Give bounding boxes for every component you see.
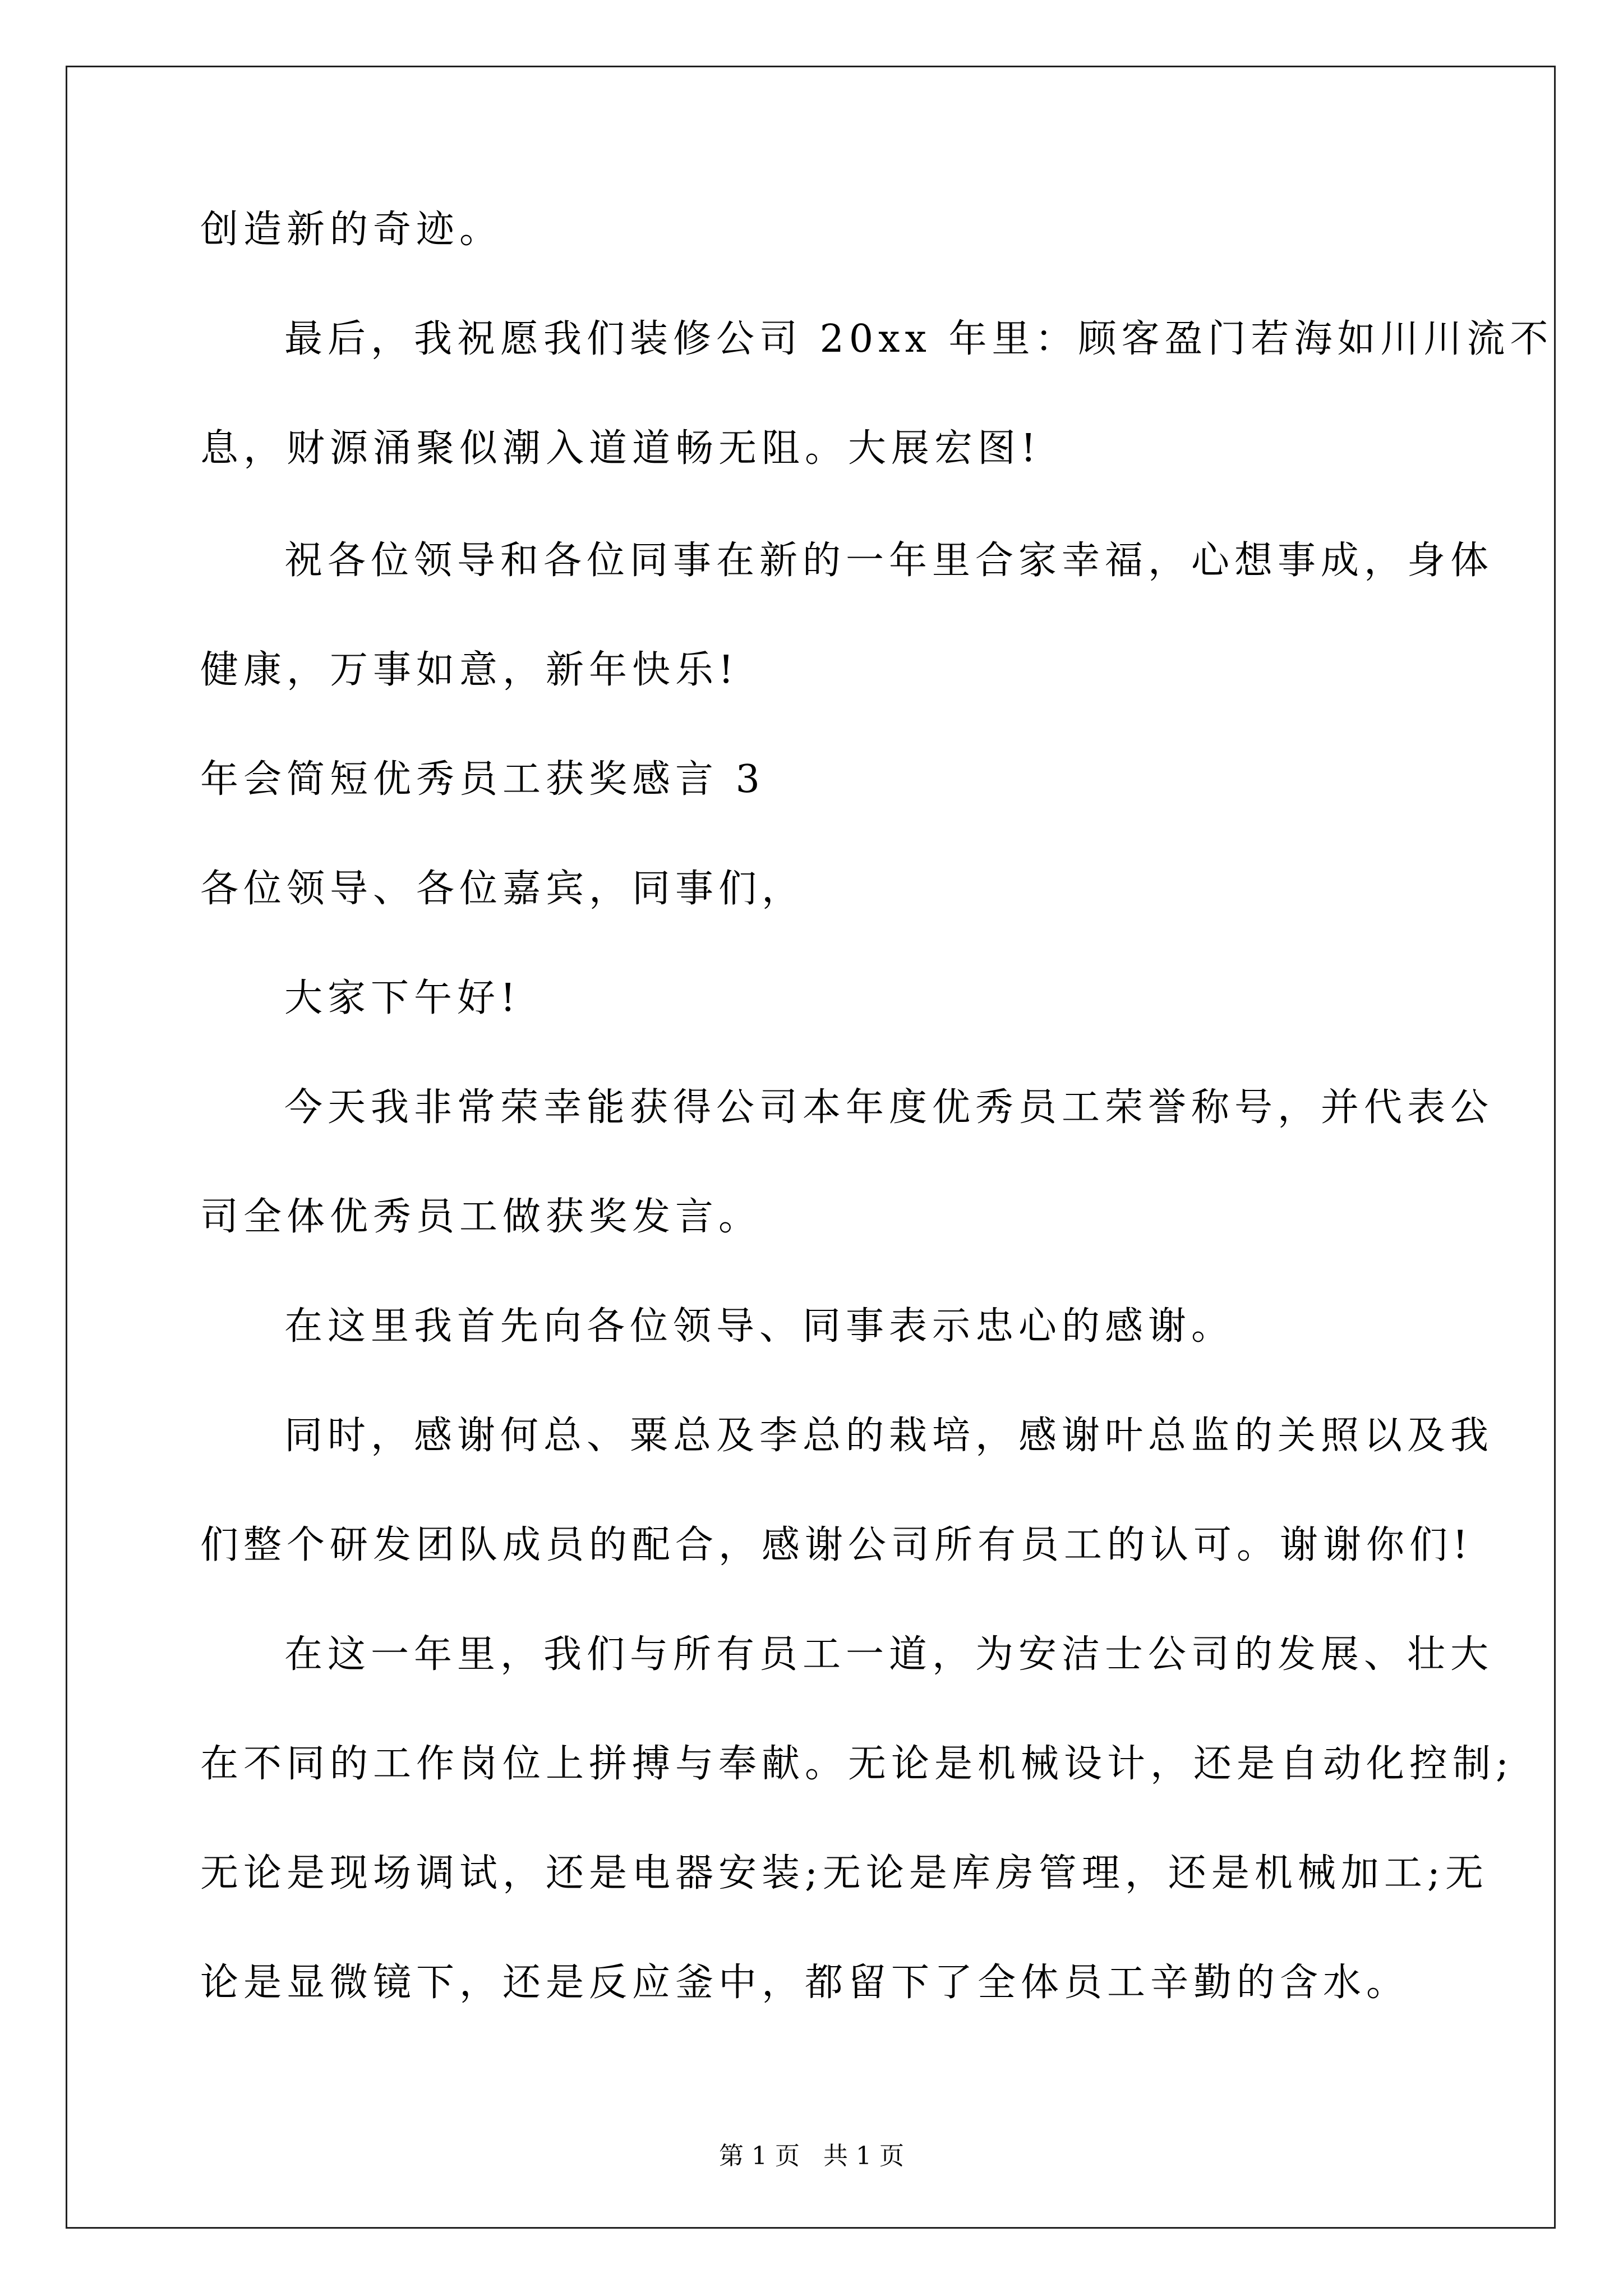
text-line: 创造新的奇迹。 [200,208,503,252]
paragraph-line: 同时，感谢何总、粟总及李总的栽培，感谢叶总监的关照以及我 [284,1414,1494,1458]
text-line: 健康，万事如意，新年快乐! [200,648,739,692]
paragraph-line: 在这里我首先向各位领导、同事表示忠心的感谢。 [284,1304,1235,1349]
paragraph-line: 在这一年里，我们与所有员工一道，为安洁士公司的发展、壮大 [284,1632,1494,1677]
text-line: 司全体优秀员工做获奖发言。 [200,1195,762,1239]
text-line: 无论是现场调试，还是电器安装;无论是库房管理，还是机械加工;无 [200,1851,1488,1895]
section-heading: 年会简短优秀员工获奖感言 3 [200,757,765,802]
page-border [66,66,1556,2229]
text-line: 在不同的工作岗位上拼搏与奉献。无论是机械设计，还是自动化控制; [200,1742,1514,1786]
text-line: 们整个研发团队成员的配合，感谢公司所有员工的认可。谢谢你们! [200,1523,1473,1567]
paragraph-line: 今天我非常荣幸能获得公司本年度优秀员工荣誉称号，并代表公 [284,1085,1494,1130]
greeting: 大家下午好! [284,976,521,1020]
paragraph-line: 祝各位领导和各位同事在新的一年里合家幸福，心想事成，身体 [284,539,1494,583]
salutation: 各位领导、各位嘉宾，同事们， [200,867,805,911]
text-line: 论是显微镜下，还是反应釜中，都留下了全体员工辛勤的含水。 [200,1961,1410,2005]
paragraph-line: 最后，我祝愿我们装修公司 20xx 年里：顾客盈门若海如川川流不 [284,317,1553,361]
text-line: 息，财源涌聚似潮入道道畅无阻。大展宏图! [200,426,1041,471]
page-footer: 第 1 页 共 1 页 [719,2142,904,2170]
